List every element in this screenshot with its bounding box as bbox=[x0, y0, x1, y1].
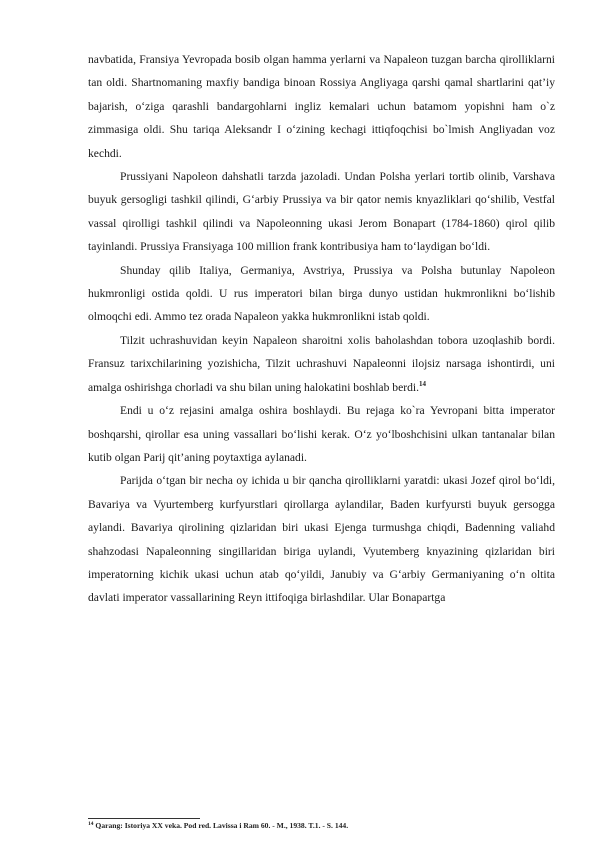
paragraph-text: Endi u o‘z rejasini amalga oshira boshlaydi. Bu rejaga ko`ra Yevropani bitta imperator boshqarshi, qirollar esa uning vassallari bo‘lishi kerak. O‘z yo‘lboshchisini ulkan tantanalar bilan kutib olgan Parij qit’aning poytaxtiga aylanadi. bbox=[88, 404, 555, 464]
paragraph-4 bbox=[88, 329, 555, 399]
footnote-text: Qarang: Istoriya XX veka. Pod red. Lavissa i Ram 60. - M., 1938. T.1. - S. 144. bbox=[95, 821, 349, 830]
paragraph-text: Shunday qilib Italiya, Germaniya, Avstriya, Prussiya va Polsha butunlay Napoleon hukmronligi ostida qoldi. U rus imperatori bilan birga dunyo ustidan hukmronlikni bo‘lishib olmoqchi edi. Ammo tez orada Napaleon yakka hukmronlikni istab qoldi. bbox=[88, 263, 555, 324]
paragraph-5 bbox=[88, 399, 555, 469]
footnote-number: 14 bbox=[88, 821, 94, 827]
paragraph-1 bbox=[88, 48, 555, 165]
paragraph-2 bbox=[88, 165, 555, 259]
footnote-reference[interactable]: 14 bbox=[419, 379, 426, 388]
paragraph-3 bbox=[88, 259, 555, 329]
footnote-separator bbox=[88, 818, 200, 819]
footnote bbox=[88, 820, 555, 831]
paragraph-text: Prussiyani Napoleon dahshatli tarzda jazoladi. Undan Polsha yerlari tortib olinib, Varshava buyuk gersogligi tashkil qilindi, G‘arbiy Prussiya va bir qator nemis knyazliklari qo‘shilib, Vestfal vassal qirolligi tashkil qilindi va Napoleonning ukasi Jerom Bonapart (1784-1860) qirol qilib tayinlandi. Prussiya Fransiyaga 100 million frank kontribusiya ham to‘laydigan bo‘ldi. bbox=[88, 170, 555, 254]
paragraph-6 bbox=[88, 469, 555, 609]
paragraph-text: navbatida, Fransiya Yevropada bosib olgan hamma yerlarni va Napaleon tuzgan barcha qirolliklarni tan oldi. Shartnomaning maxfiy bandiga binoan Rossiya Angliyaga qarshi qamal shartlarini qat’iy bajarish, o‘ziga qarashli bandargohlarni ingliz kemalari uchun batamom yopishni ham o`z zimmasiga oldi. Shu tariqa Aleksandr I o‘zining kechagi ittiqfoqchisi bo`lmish Angliyadan voz kechdi. bbox=[88, 53, 555, 160]
paragraph-text: Parijda o‘tgan bir necha oy ichida u bir qancha qirolliklarni yaratdi: ukasi Jozef qirol bo‘ldi, Bavariya va Vyurtemberg kurfyurstlari qirollarga aylandilar, Baden kurfyursti buyuk gersogga aylandi. Bavariya qirolining qizlaridan biri ukasi Ejenga turmushga chiqdi, Badenning valiahd shahzodasi Napaleonning singillaridan biriga uylandi, Vyutemberg knyazining qizlaridan biri imperatorning kichik ukasi uchun atab qo‘yildi, Janubiy va G‘arbiy Germaniyaning o‘n oltita davlati imperator vassallarining Reyn ittifoqiga birlashdilar. Ular Bonapartga bbox=[88, 474, 555, 605]
document-body bbox=[88, 48, 555, 610]
paragraph-text: Tilzit uchrashuvidan keyin Napaleon sharoitni xolis baholashdan tobora uzoqlashib bordi. Fransuz tarixchilarining yozishicha, Tilzit uchrashuvi Napaleonni ilojsiz narsaga ishontirdi, uni amalga oshirishga chorladi va shu bilan uning halokatini boshlab berdi. bbox=[88, 333, 555, 394]
